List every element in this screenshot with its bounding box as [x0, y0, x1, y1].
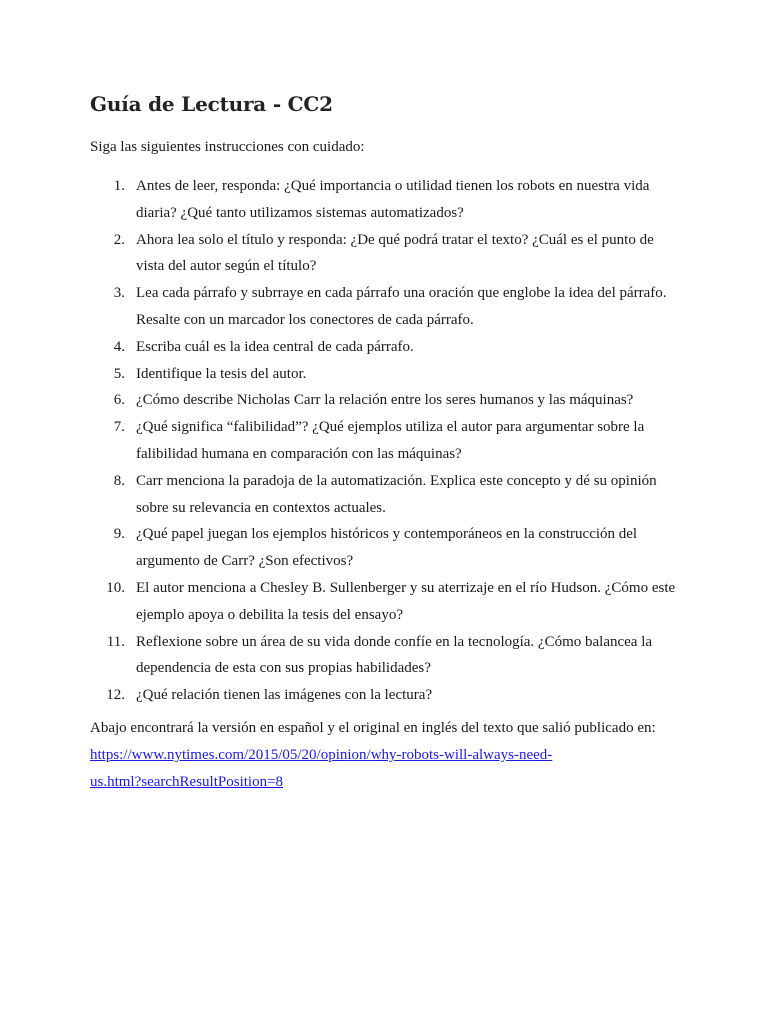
question-number: 6. [113, 392, 125, 409]
question-number: 12. [106, 687, 125, 704]
question-item [90, 414, 690, 468]
question-text-line: Carr menciona la paradoja de la automatización. Explica este concepto y dé su opinión [136, 472, 657, 489]
source-link-line-2[interactable]: us.html?searchResultPosition=8 [90, 773, 284, 790]
question-item [90, 280, 690, 334]
question-text-line: Resalte con un marcador los conectores de cada párrafo. [136, 311, 474, 328]
question-text-line: ejemplo apoya o debilita la tesis del ensayo? [136, 606, 403, 623]
question-number: 9. [113, 526, 125, 543]
question-text-line: ¿Cómo describe Nicholas Carr la relación entre los seres humanos y las máquinas? [136, 392, 634, 409]
question-text-line: sobre su relevancia en contextos actuales. [136, 499, 386, 516]
questions-list [90, 173, 690, 709]
question-item [90, 629, 690, 683]
question-item [90, 387, 690, 414]
question-item [90, 173, 690, 227]
question-item [90, 521, 690, 575]
question-number: 7. [113, 419, 125, 436]
question-item [90, 361, 690, 388]
outro-text: Abajo encontrará la versión en español y el original en inglés del texto que salió publicado en: [90, 719, 656, 736]
question-text-line: Lea cada párrafo y subrraye en cada párrafo una oración que englobe la idea del párrafo. [136, 285, 667, 302]
question-text-line: Escriba cuál es la idea central de cada párrafo. [136, 338, 414, 355]
question-item [90, 227, 690, 281]
question-item [90, 575, 690, 629]
question-text-line: Ahora lea solo el título y responda: ¿De qué podrá tratar el texto? ¿Cuál es el punto de [136, 231, 654, 248]
question-number: 4. [113, 338, 125, 355]
question-text-line: vista del autor según el título? [136, 258, 317, 275]
page-title: Guía de Lectura - CC2 [90, 92, 333, 116]
source-link-line-1[interactable]: https://www.nytimes.com/2015/05/20/opinion/why-robots-will-always-need- [90, 746, 553, 763]
question-text-line: ¿Qué relación tienen las imágenes con la lectura? [136, 687, 433, 704]
question-text-line: Antes de leer, responda: ¿Qué importancia o utilidad tienen los robots en nuestra vida [136, 178, 650, 194]
question-item [90, 334, 690, 361]
question-text-line: dependencia de esta con sus propias habilidades? [136, 660, 431, 677]
question-text-line: Reflexione sobre un área de su vida donde confíe en la tecnología. ¿Cómo balancea la [136, 633, 653, 650]
source-link-block[interactable] [90, 742, 690, 796]
question-number: 5. [113, 365, 125, 382]
question-text-line: argumento de Carr? ¿Son efectivos? [136, 553, 354, 570]
question-item [90, 682, 690, 709]
question-number: 3. [113, 285, 125, 302]
question-text-line: ¿Qué significa “falibilidad”? ¿Qué ejemplos utiliza el autor para argumentar sobre la [136, 419, 645, 436]
question-number: 11. [106, 633, 125, 650]
question-number: 10. [106, 579, 125, 596]
question-text-line: diaria? ¿Qué tanto utilizamos sistemas automatizados? [136, 204, 464, 221]
question-number: 2. [113, 231, 125, 248]
question-item [90, 468, 690, 522]
question-text-line: El autor menciona a Chesley B. Sullenberger y su aterrizaje en el río Hudson. ¿Cómo este [136, 579, 676, 596]
question-number: 8. [113, 472, 125, 489]
question-number: 1. [113, 178, 125, 194]
document-page [90, 92, 690, 795]
question-text-line: Identifique la tesis del autor. [136, 365, 307, 382]
intro-text: Siga las siguientes instrucciones con cuidado: [90, 139, 365, 155]
question-text-line: ¿Qué papel juegan los ejemplos históricos y contemporáneos en la construcción del [136, 526, 638, 543]
question-text-line: falibilidad humana en comparación con las máquinas? [136, 445, 462, 462]
